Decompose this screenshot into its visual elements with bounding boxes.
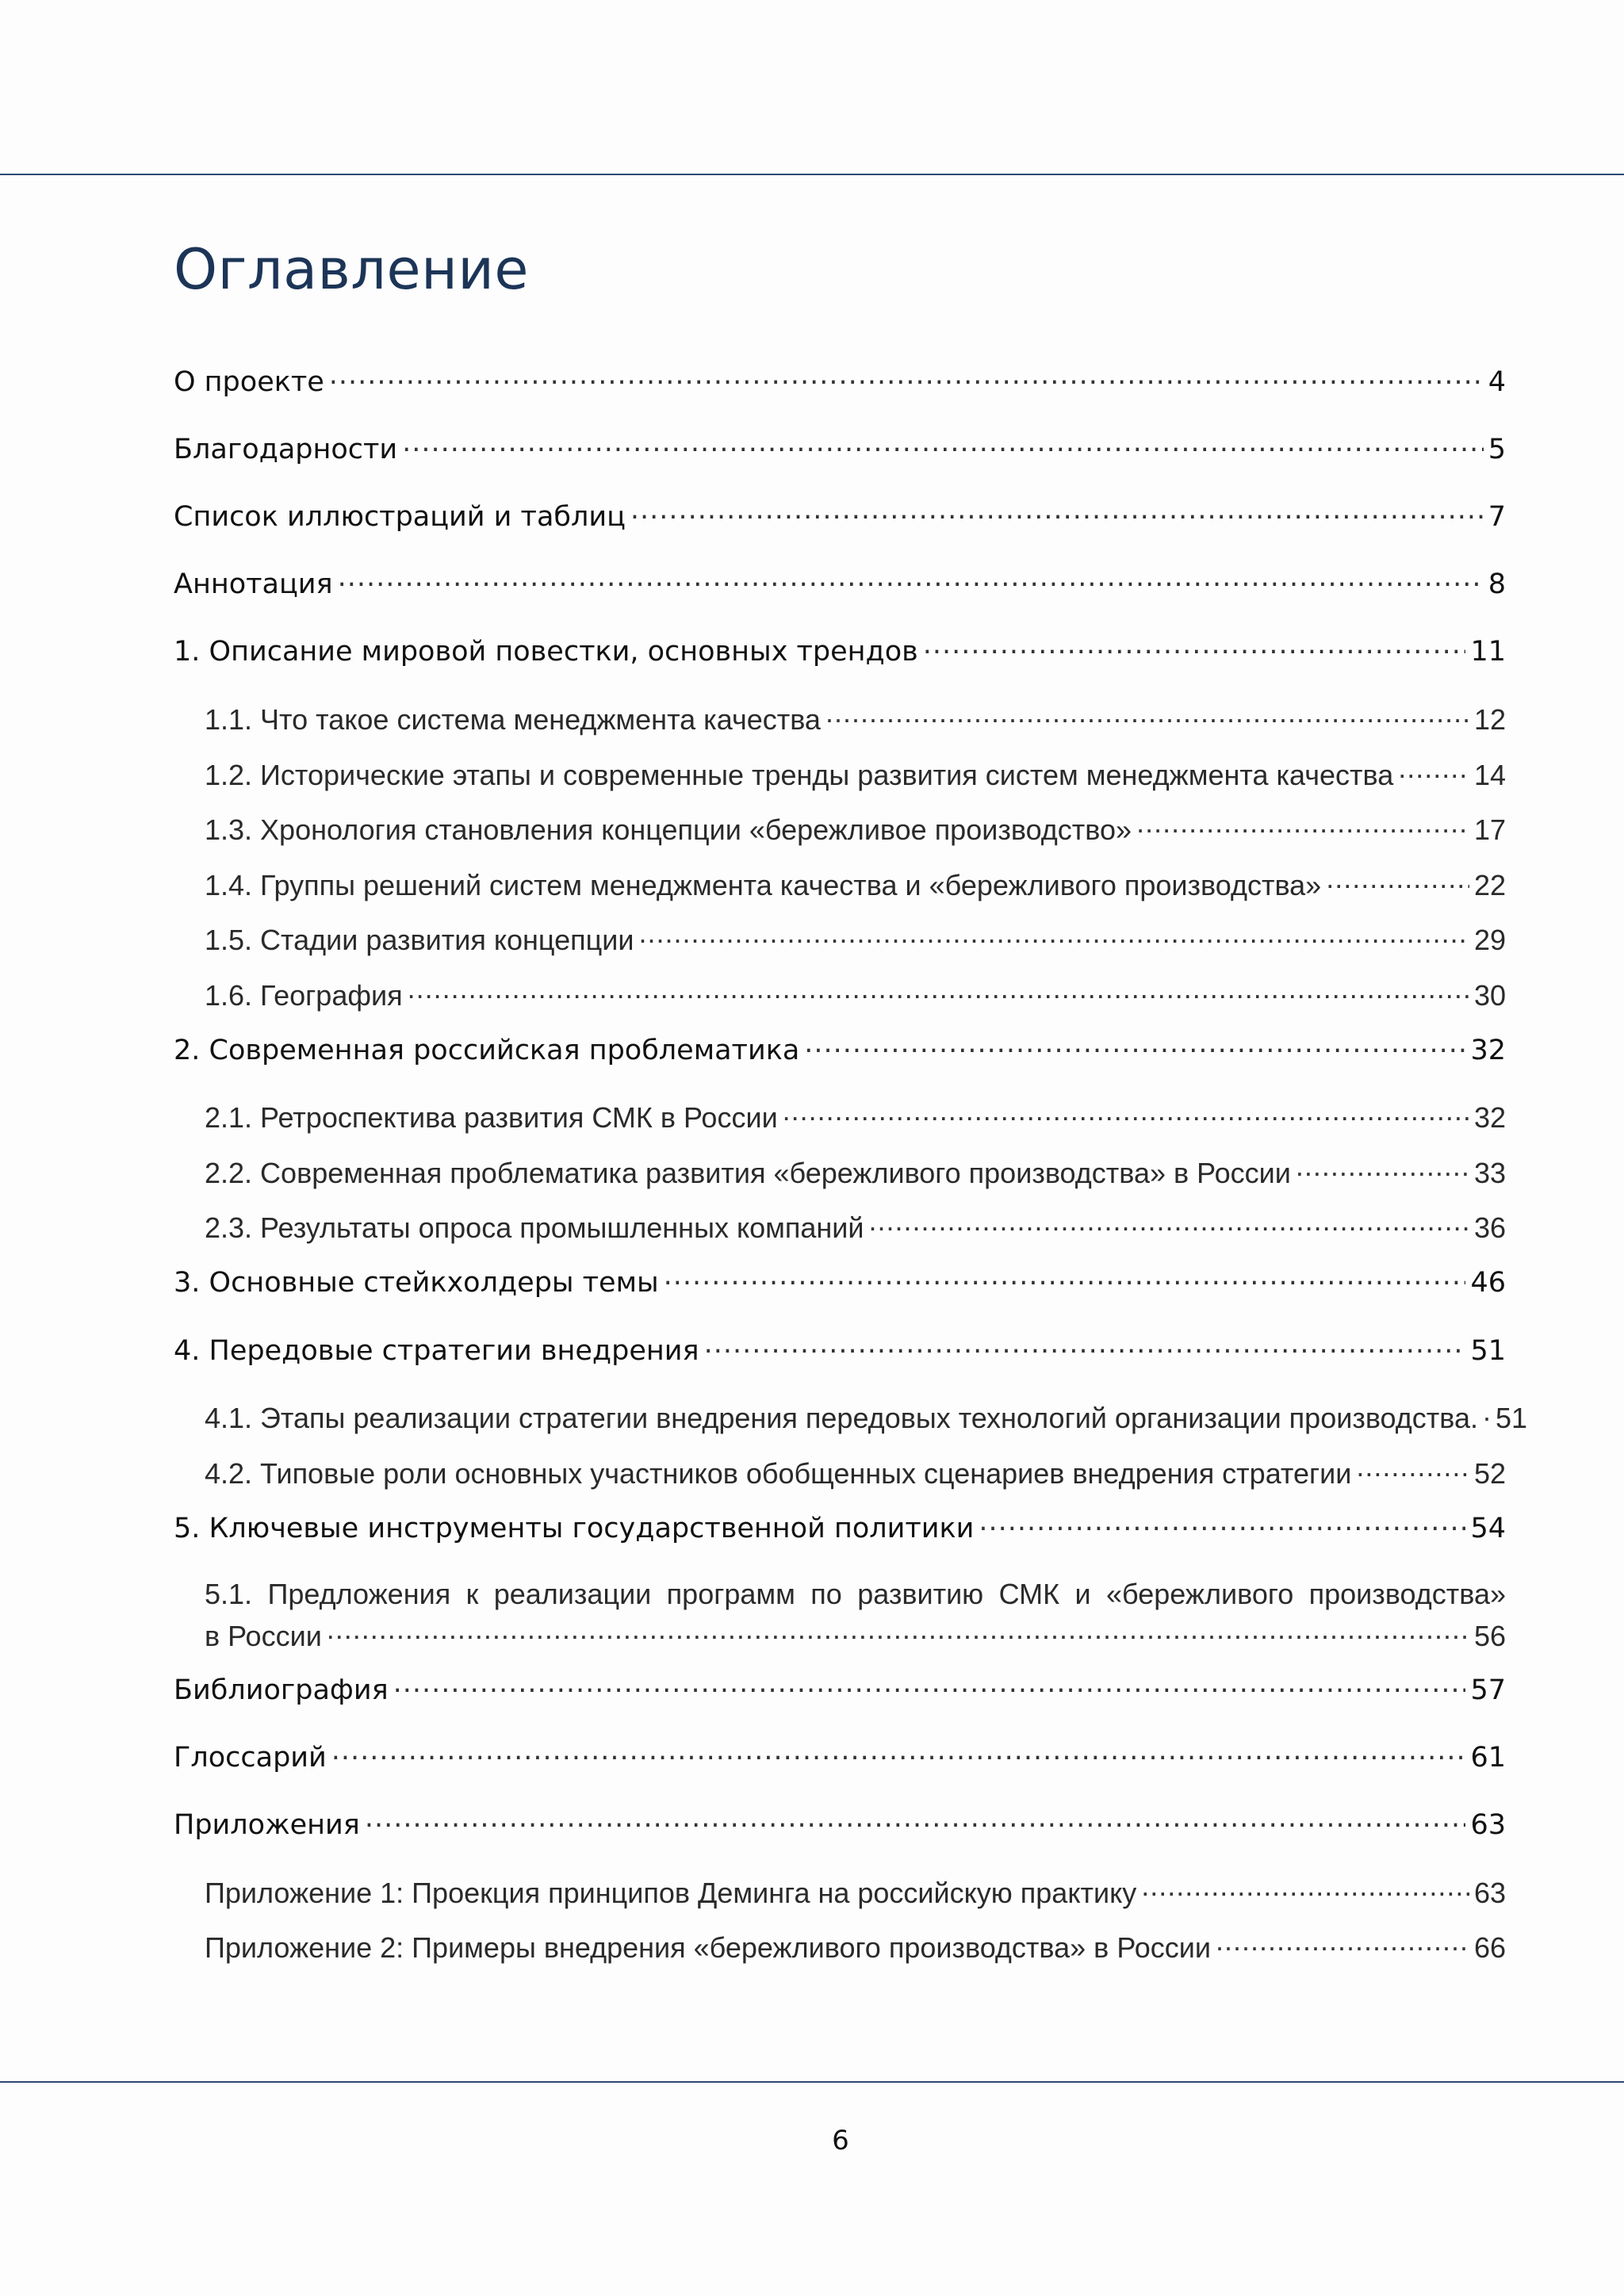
dot-leader (365, 1806, 1466, 1834)
toc-entry-page: 63 (1470, 1809, 1506, 1841)
toc-entry-page: 30 (1473, 979, 1506, 1012)
toc-entry-page: 8 (1488, 568, 1506, 600)
toc-entry-label: 4.1. Этапы реализации стратегии внедрения передовых технологий организации производства. (205, 1402, 1479, 1434)
toc-entry-section-5-1[interactable] (205, 1578, 1506, 1653)
toc-entry-page: 4 (1488, 366, 1506, 398)
footer-rule (0, 2081, 1624, 2083)
toc-entry-section-2-1[interactable] (205, 1099, 1506, 1135)
toc-entry-label: Приложение 2: Примеры внедрения «бережливого производства» в России (205, 1931, 1211, 1964)
toc-entry-label: 2. Современная российская проблематика (174, 1035, 800, 1066)
dot-leader (630, 498, 1484, 526)
toc-entry-page: 63 (1473, 1877, 1506, 1909)
toc-entry-page: 66 (1473, 1931, 1506, 1964)
toc-entry-label: 5. Ключевые инструменты государственной политики (174, 1513, 975, 1544)
dot-leader (825, 701, 1469, 729)
dot-leader (868, 1209, 1469, 1238)
toc-entry-page: 11 (1470, 636, 1506, 668)
toc-entry-label: Глоссарий (174, 1742, 327, 1774)
toc-entry-label: Аннотация (174, 568, 333, 600)
dot-leader (402, 430, 1484, 458)
toc-entry-section-4[interactable] (174, 1332, 1506, 1367)
dot-leader (1136, 811, 1469, 840)
toc-entry-section-1-1[interactable] (205, 701, 1506, 737)
toc-entry-abstract[interactable] (174, 565, 1506, 600)
dot-leader (393, 1671, 1466, 1699)
dot-leader (664, 1264, 1466, 1292)
toc-entry-page: 14 (1473, 759, 1506, 791)
dot-leader (1356, 1455, 1469, 1483)
dot-leader (979, 1510, 1465, 1537)
toc-entry-section-3[interactable] (174, 1264, 1506, 1299)
toc-entry-illustrations[interactable] (174, 498, 1506, 533)
toc-entry-appendix-2[interactable] (205, 1929, 1506, 1965)
toc-entry-label: 2.3. Результаты опроса промышленных компаний (205, 1211, 864, 1244)
dot-leader (327, 1617, 1469, 1646)
toc-entry-page: 29 (1473, 924, 1506, 956)
toc-entry-page: 32 (1473, 1101, 1506, 1134)
toc-entry-section-1-3[interactable] (205, 811, 1506, 847)
toc-entry-label: Благодарности (174, 434, 398, 465)
dot-leader (1296, 1154, 1469, 1183)
dot-leader (338, 565, 1484, 593)
toc-entry-label: 1.5. Стадии развития концепции (205, 924, 634, 956)
toc-entry-glossary[interactable] (174, 1739, 1506, 1774)
toc-entry-page: 51 (1470, 1335, 1506, 1367)
toc-entry-page: 52 (1473, 1457, 1506, 1490)
toc-entry-acknowledgements[interactable] (174, 430, 1506, 465)
toc-entry-label: 4. Передовые стратегии внедрения (174, 1335, 699, 1367)
page-number: 6 (832, 2125, 849, 2156)
dot-leader (1483, 1399, 1491, 1428)
toc-entry-page: 61 (1470, 1742, 1506, 1774)
toc-entry-label: 1.3. Хронология становления концепции «бережливое производство» (205, 813, 1132, 846)
dot-leader (1398, 756, 1469, 785)
toc-entry-page: 17 (1473, 813, 1506, 846)
toc-entry-label: 1. Описание мировой повестки, основных трендов (174, 636, 918, 668)
toc-entry-page: 54 (1470, 1513, 1506, 1544)
toc-entry-section-1-5[interactable] (205, 921, 1506, 957)
toc-entry-section-1[interactable] (174, 633, 1506, 668)
toc-entry-label: 1.6. География (205, 979, 403, 1012)
toc-entry-label: 4.2. Типовые роли основных участников обобщенных сценариев внедрения стратегии (205, 1457, 1352, 1490)
toc-entry-label: Библиография (174, 1674, 389, 1706)
dot-leader (1141, 1874, 1469, 1903)
toc-entry-label: 1.2. Исторические этапы и современные тренды развития систем менеджмента качества (205, 759, 1394, 791)
toc-entry-label: 2.1. Ретроспектива развития СМК в России (205, 1101, 778, 1134)
toc-entry-label-line-2: в России (205, 1620, 322, 1652)
toc-entry-section-4-2[interactable] (205, 1455, 1506, 1490)
toc-entry-label: Приложения (174, 1809, 360, 1841)
toc-entry-page: 22 (1473, 869, 1506, 901)
toc-entry-section-1-6[interactable] (205, 977, 1506, 1012)
toc-entry-label: О проекте (174, 366, 324, 398)
toc-entry-page: 32 (1470, 1035, 1506, 1066)
toc-entry-label: Приложение 1: Проекция принципов Деминга на российскую практику (205, 1877, 1137, 1909)
dot-leader (704, 1332, 1466, 1360)
toc-entry-appendices[interactable] (174, 1806, 1506, 1841)
toc-entry-section-2[interactable] (174, 1031, 1506, 1066)
toc-entry-label-line-1: 5.1. Предложения к реализации программ по развитию СМК и «бережливого производства» (205, 1578, 1506, 1610)
toc-entry-label: 1.1. Что такое система менеджмента качества (205, 703, 821, 736)
toc-entry-label: 1.4. Группы решений систем менеджмента качества и «бережливого производства» (205, 869, 1322, 901)
toc-entry-section-4-1[interactable] (205, 1399, 1528, 1435)
toc-entry-section-1-2[interactable] (205, 756, 1506, 792)
toc-entry-section-5[interactable] (174, 1510, 1506, 1544)
toc-entry-appendix-1[interactable] (205, 1874, 1506, 1910)
toc-entry-page: 7 (1488, 501, 1506, 533)
toc-entry-page: 57 (1470, 1674, 1506, 1706)
toc-entry-section-2-2[interactable] (205, 1154, 1506, 1190)
dot-leader (638, 921, 1469, 950)
toc-entry-label: 3. Основные стейкхолдеры темы (174, 1267, 659, 1299)
toc-entry-page: 12 (1473, 703, 1506, 736)
toc-entry-page: 46 (1470, 1267, 1506, 1299)
dot-leader (329, 363, 1484, 391)
toc-entry-page: 33 (1473, 1157, 1506, 1189)
toc-entry-page: 36 (1473, 1211, 1506, 1244)
toc-entry-page: 51 (1496, 1402, 1528, 1434)
toc-entry-page: 5 (1488, 434, 1506, 465)
header-rule (0, 174, 1624, 175)
dot-leader (804, 1031, 1465, 1059)
toc-entry-label: Список иллюстраций и таблиц (174, 501, 626, 533)
dot-leader (1326, 867, 1469, 895)
page-title: Оглавление (174, 237, 529, 302)
dot-leader (923, 633, 1466, 660)
toc-entry-page: 56 (1473, 1620, 1506, 1652)
toc-entry-label: 2.2. Современная проблематика развития «бережливого производства» в России (205, 1157, 1291, 1189)
dot-leader (408, 977, 1469, 1005)
toc-entry-section-1-4[interactable] (205, 867, 1506, 902)
dot-leader (331, 1739, 1466, 1766)
dot-leader (1216, 1929, 1469, 1957)
toc-entry-bibliography[interactable] (174, 1671, 1506, 1706)
toc-entry-about[interactable] (174, 363, 1506, 398)
dot-leader (783, 1099, 1469, 1127)
toc-entry-section-2-3[interactable] (205, 1209, 1506, 1245)
